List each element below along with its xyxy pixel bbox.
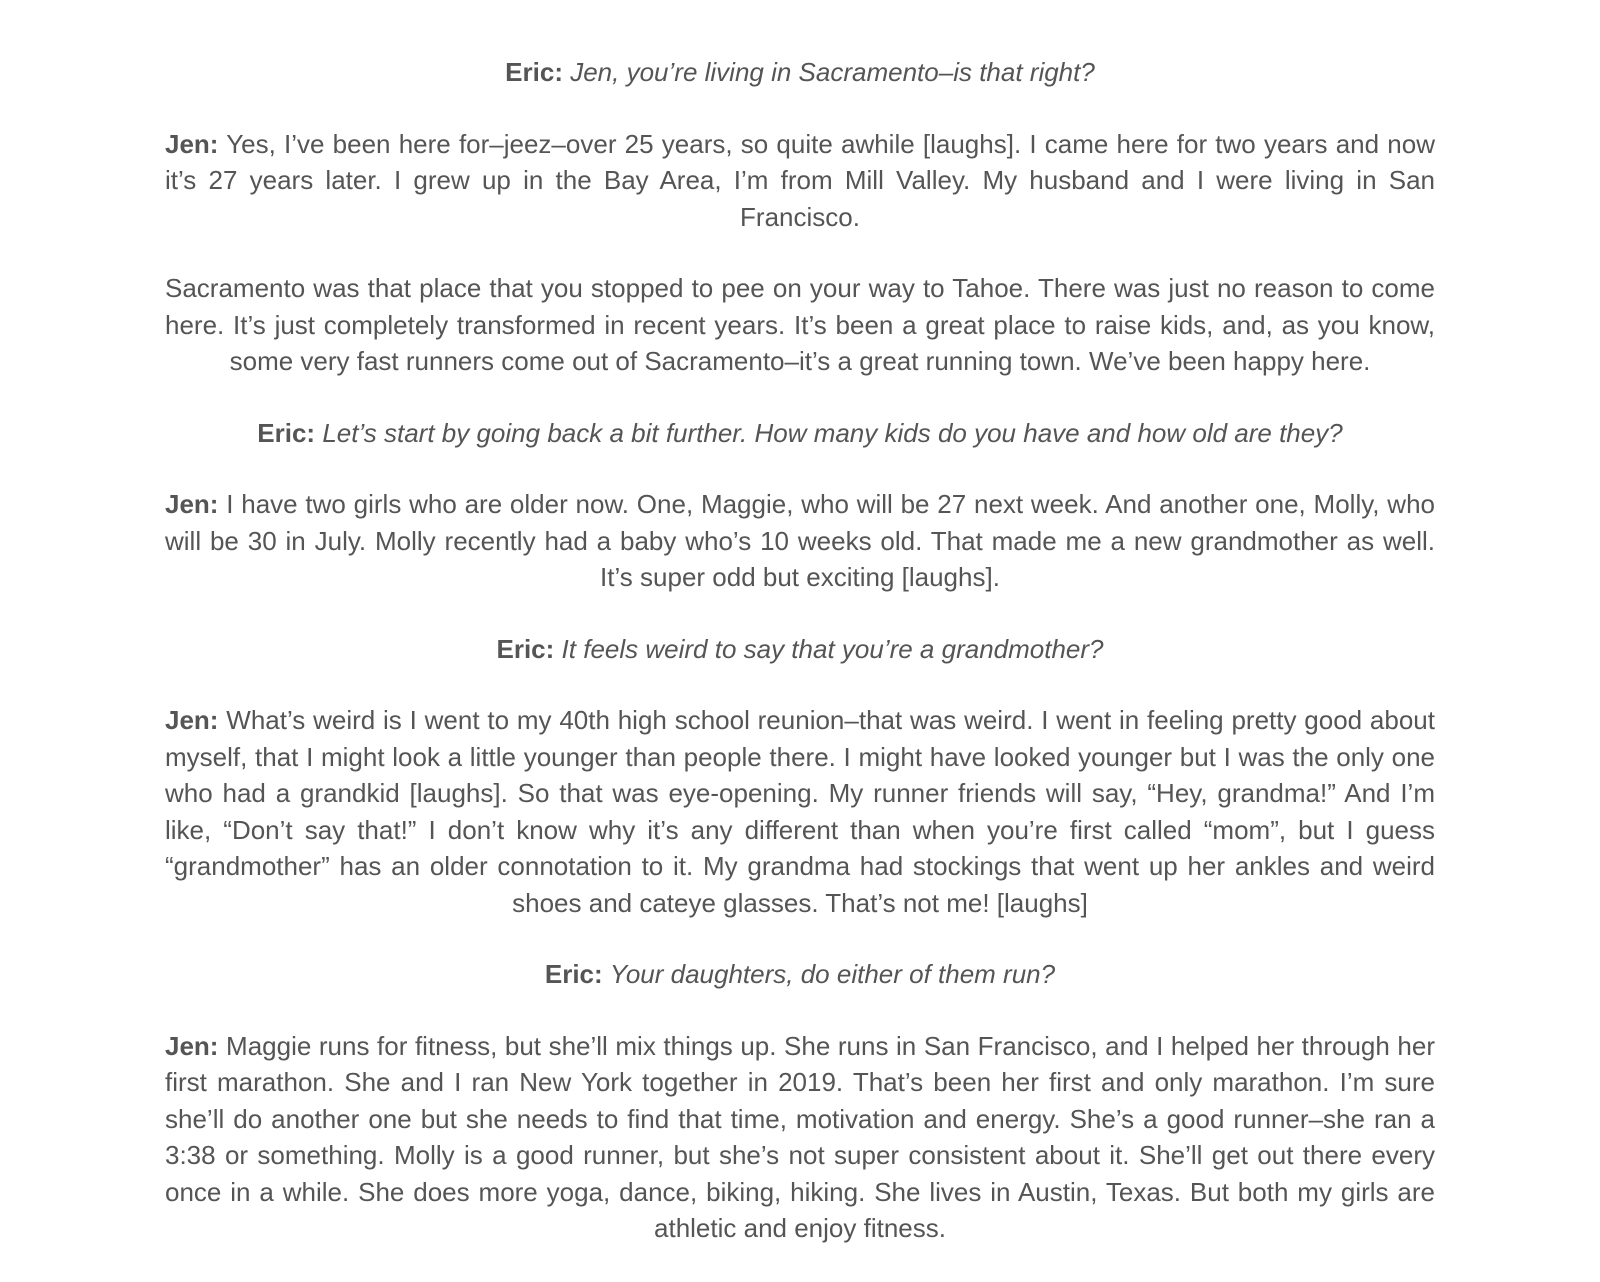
speaker-label: Jen: <box>165 128 219 159</box>
question-text: Jen, you’re living in Sacramento–is that right? <box>570 57 1095 87</box>
answer-text: What’s weird is I went to my 40th high school reunion–that was weird. I went in feeling pretty good about myself, that I might look a little younger than people there. I might have looked younger but I was the only one who had a grandkid [laughs]. So that was eye-opening. My runner friends will say, “Hey, grandma!” And I’m like, “Don’t say that!” I don’t know why it’s any different than when you’re first called “mom”, but I guess “grandmother” has an older connotation to it. My grandma had stockings that went up her ankles and weird shoes and cateye glasses. That’s not me! [laughs] <box>165 705 1435 918</box>
question-text: Let’s start by going back a bit further. How many kids do you have and how old are they? <box>322 417 1343 448</box>
answer-paragraph <box>165 126 1435 236</box>
speaker-label: Eric: <box>257 417 316 448</box>
answer-text: I have two girls who are older now. One, Maggie, who will be 27 next week. And another one, Molly, who will be 30 in July. Molly recently had a baby who’s 10 weeks old. That made me a new grandmother as well. It’s super odd but exciting [laughs]. <box>165 489 1435 592</box>
question-paragraph <box>165 54 1435 91</box>
speaker-label: Eric: <box>544 959 603 989</box>
answer-text: Yes, I’ve been here for–jeez–over 25 years, so quite awhile [laughs]. I came here for two years and now it’s 27 years later. I grew up in the Bay Area, I’m from Mill Valley. My husband and I were living in San Francisco. <box>165 128 1435 232</box>
interview-transcript <box>165 54 1435 1282</box>
speaker-label: Eric: <box>505 57 563 87</box>
answer-paragraph <box>165 486 1435 596</box>
question-text: It feels weird to say that you’re a grandmother? <box>561 633 1104 664</box>
question-paragraph <box>165 956 1435 993</box>
speaker-label: Eric: <box>496 633 555 664</box>
answer-paragraph <box>165 270 1435 380</box>
speaker-label: Jen: <box>165 489 219 519</box>
answer-paragraph <box>165 1028 1435 1247</box>
speaker-label: Jen: <box>165 705 219 735</box>
question-paragraph <box>165 631 1435 668</box>
speaker-label: Jen: <box>165 1030 219 1061</box>
answer-text: Sacramento was that place that you stopped to pee on your way to Tahoe. There was just no reason to come here. It’s just completely transformed in recent years. It’s been a great place to raise kids, and, as you know, some very fast runners come out of Sacramento–it’s a great running town. We’ve been happy here. <box>165 273 1435 376</box>
question-text: Your daughters, do either of them run? <box>609 959 1056 989</box>
answer-text: Maggie runs for fitness, but she’ll mix things up. She runs in San Francisco, and I helped her through her first marathon. She and I ran New York together in 2019. That’s been her first and only marathon. I’m sure she’ll do another one but she needs to find that time, motivation and energy. She’s a good runner–she ran a 3:38 or something. Molly is a good runner, but she’s not super consistent about it. She’ll get out there every once in a while. She does more yoga, dance, biking, hiking. She lives in Austin, Texas. But both my girls are athletic and enjoy fitness. <box>165 1030 1435 1243</box>
answer-paragraph <box>165 702 1435 921</box>
question-paragraph <box>165 415 1435 452</box>
